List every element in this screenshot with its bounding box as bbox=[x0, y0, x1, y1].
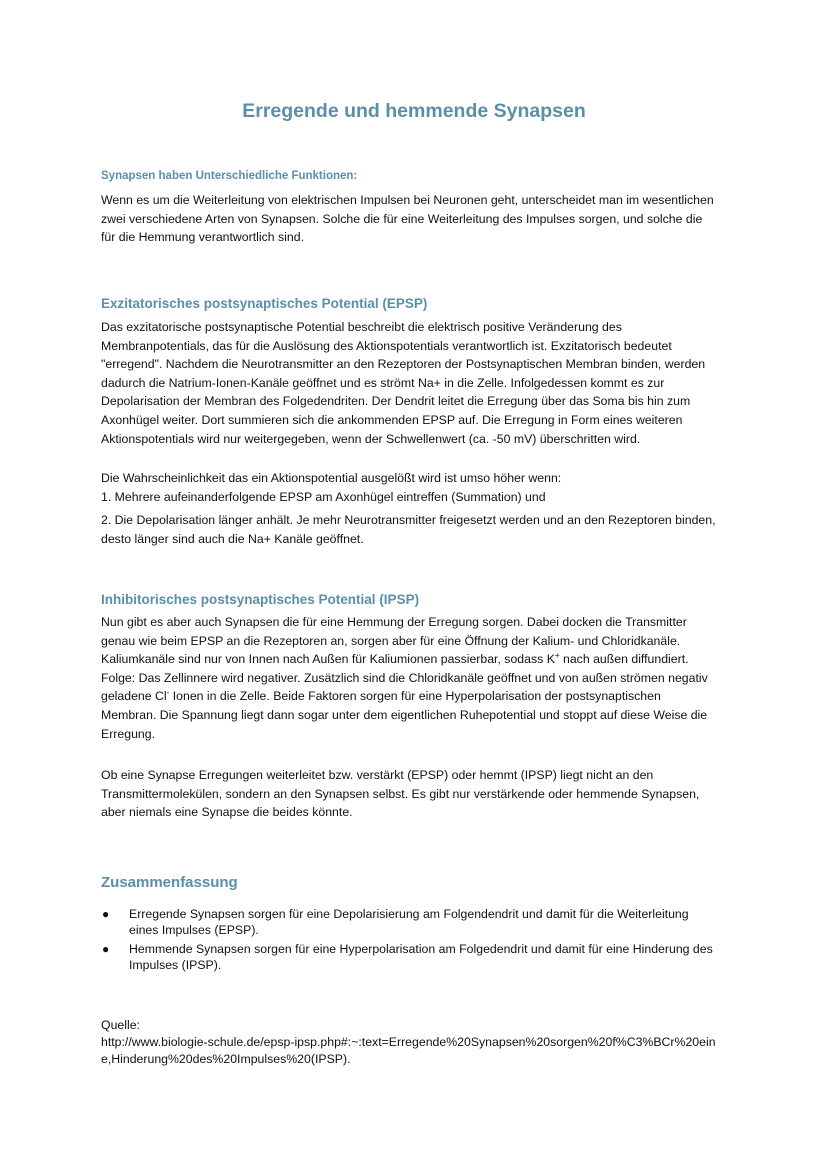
text-line: Nun gibt es aber auch Synapsen die für eine Hemmung der Erregung sorgen. Dabei docken die Transmitter bbox=[101, 615, 687, 629]
section-functions bbox=[101, 170, 731, 182]
bullet-icon: ● bbox=[102, 907, 110, 921]
source-url-line: e,Hinderung%20des%20Impulses%20(IPSP). bbox=[101, 1052, 351, 1066]
section-epsp bbox=[101, 296, 731, 311]
text-line: "erregend". Nachdem die Neurotransmitter an den Rezeptoren der Postsynaptischen Membran binden, werden bbox=[101, 357, 706, 372]
text-line: für die Hemmung verantwortlich sind. bbox=[101, 230, 304, 245]
text-line: 1. Mehrere aufeinanderfolgende EPSP am Axonhügel eintreffen (Summation) und bbox=[101, 490, 546, 504]
section-heading-epsp: Exzitatorisches postsynaptisches Potential (EPSP) bbox=[101, 296, 428, 311]
page-title: Erregende und hemmende Synapsen bbox=[242, 100, 586, 122]
text-line: Transmittermolekülen, sondern an den Synapsen selbst. Es gibt nur verstärkende oder hemmende Synapsen, bbox=[101, 786, 700, 801]
summary-list bbox=[101, 906, 731, 976]
text-line: Impulses (IPSP). bbox=[129, 958, 222, 972]
text-line: Ob eine Synapse Erregungen weiterleitet bzw. verstärkt (EPSP) oder hemmt (IPSP) liegt nicht an den bbox=[101, 768, 654, 782]
text-span: nach außen diffundiert. bbox=[559, 652, 689, 667]
text-line: Wenn es um die Weiterleitung von elektrischen Impulsen bei Neuronen geht, unterscheidet man im wesentlichen bbox=[101, 193, 714, 207]
source-label: Quelle: bbox=[101, 1018, 140, 1032]
text-span: Kaliumkanäle sind nur von Innen nach Außen für Kaliumionen passierbar, sodass K bbox=[101, 652, 555, 667]
text-line: Die Wahrscheinlichkeit das ein Aktionspotential ausgelößt wird ist umso höher wenn: bbox=[101, 471, 562, 485]
paragraph-epsp bbox=[101, 318, 731, 448]
text-line: Axonhügel weiter. Dort summieren sich die ankommenden EPSP auf. Die Erregung in Form eines weiteren bbox=[101, 412, 683, 427]
text-line bbox=[101, 650, 731, 669]
text-line: dadurch die Natrium-Ionen-Kanäle geöffnet und es strömt Na+ in die Zelle. Infolgedessen kommt es zur bbox=[101, 375, 665, 390]
text-line: eines Impulses (EPSP). bbox=[129, 923, 259, 937]
text-line bbox=[101, 687, 731, 706]
bullet-icon: ● bbox=[102, 942, 110, 956]
text-line: genau wie beim EPSP an die Rezeptoren an, sorgen aber für eine Öffnung der Kalium- und Chloridkanäle. bbox=[101, 633, 681, 648]
list-item-point-1 bbox=[101, 488, 731, 507]
section-heading-summary: Zusammenfassung bbox=[101, 874, 238, 891]
text-line: Das exzitatorische postsynaptische Potential beschreibt die elektrisch positive Veränderung des bbox=[101, 320, 622, 334]
paragraph-ipsp bbox=[101, 613, 731, 743]
superscript-plus: + bbox=[554, 651, 560, 661]
text-line: Membran. Die Spannung liegt dann sogar unter dem eigentlichen Ruhepotential und stoppt auf diese Weise die bbox=[101, 707, 708, 722]
text-line: Erregende Synapsen sorgen für eine Depolarisierung am Folgendendrit und damit für die Weiterleitung bbox=[129, 907, 689, 921]
text-line: aber niemals eine Synapse die beides könnte. bbox=[101, 805, 353, 820]
text-line: 2. Die Depolarisation länger anhält. Je mehr Neurotransmitter freigesetzt werden und an den Rezeptoren binden, bbox=[101, 513, 716, 527]
source-block bbox=[101, 1017, 731, 1068]
section-summary bbox=[101, 874, 731, 891]
superscript-minus: - bbox=[166, 688, 170, 698]
source-url-line: http://www.biologie-schule.de/epsp-ipsp.php#:~:text=Erregende%20Synapsen%20sorgen%20f%C3%BCr%20ein bbox=[101, 1035, 716, 1049]
text-line: Folge: Das Zellinnere wird negativer. Zusätzlich sind die Chloridkanäle geöffnet und von außen strömen negativ bbox=[101, 670, 708, 685]
text-line: Depolarisation der Membran des Folgedendriten. Der Dendrit leitet die Erregung über das Soma bis hin zum bbox=[101, 394, 691, 409]
text-line: Hemmende Synapsen sorgen für eine Hyperpolarisation am Folgedendrit und damit für eine Hinderung des bbox=[129, 942, 713, 956]
text-span: Ionen in die Zelle. Beide Faktoren sorgen für eine Hyperpolarisation der postsynaptischen bbox=[169, 689, 661, 704]
text-line: Aktionspotentials wird nur weitergegeben, wenn der Schwellenwert (ca. -50 mV) überschritten wird. bbox=[101, 431, 641, 446]
section-heading-ipsp: Inhibitorisches postsynaptisches Potential (IPSP) bbox=[101, 592, 420, 607]
text-span: geladene Cl bbox=[101, 689, 167, 704]
text-line: Erregung. bbox=[101, 726, 156, 741]
list-item bbox=[101, 941, 731, 973]
list-item-point-2 bbox=[101, 511, 731, 548]
paragraph-ipsp-closing bbox=[101, 766, 731, 822]
paragraph-functions bbox=[101, 191, 731, 247]
text-line: desto länger sind auch die Na+ Kanäle geöffnet. bbox=[101, 531, 364, 546]
text-line: Membranpotentials, das für die Auslösung des Aktionspotentials verantwortlich ist. Exzitatorisch bedeutet bbox=[101, 338, 672, 353]
section-ipsp bbox=[101, 592, 731, 607]
paragraph-probability-intro bbox=[101, 469, 731, 488]
list-item bbox=[101, 906, 731, 938]
text-line: zwei verschiedene Arten von Synapsen. Solche die für eine Weiterleitung des Impulses sorgen, und solche die bbox=[101, 211, 703, 226]
section-heading-functions: Synapsen haben Unterschiedliche Funktionen: bbox=[101, 170, 358, 182]
